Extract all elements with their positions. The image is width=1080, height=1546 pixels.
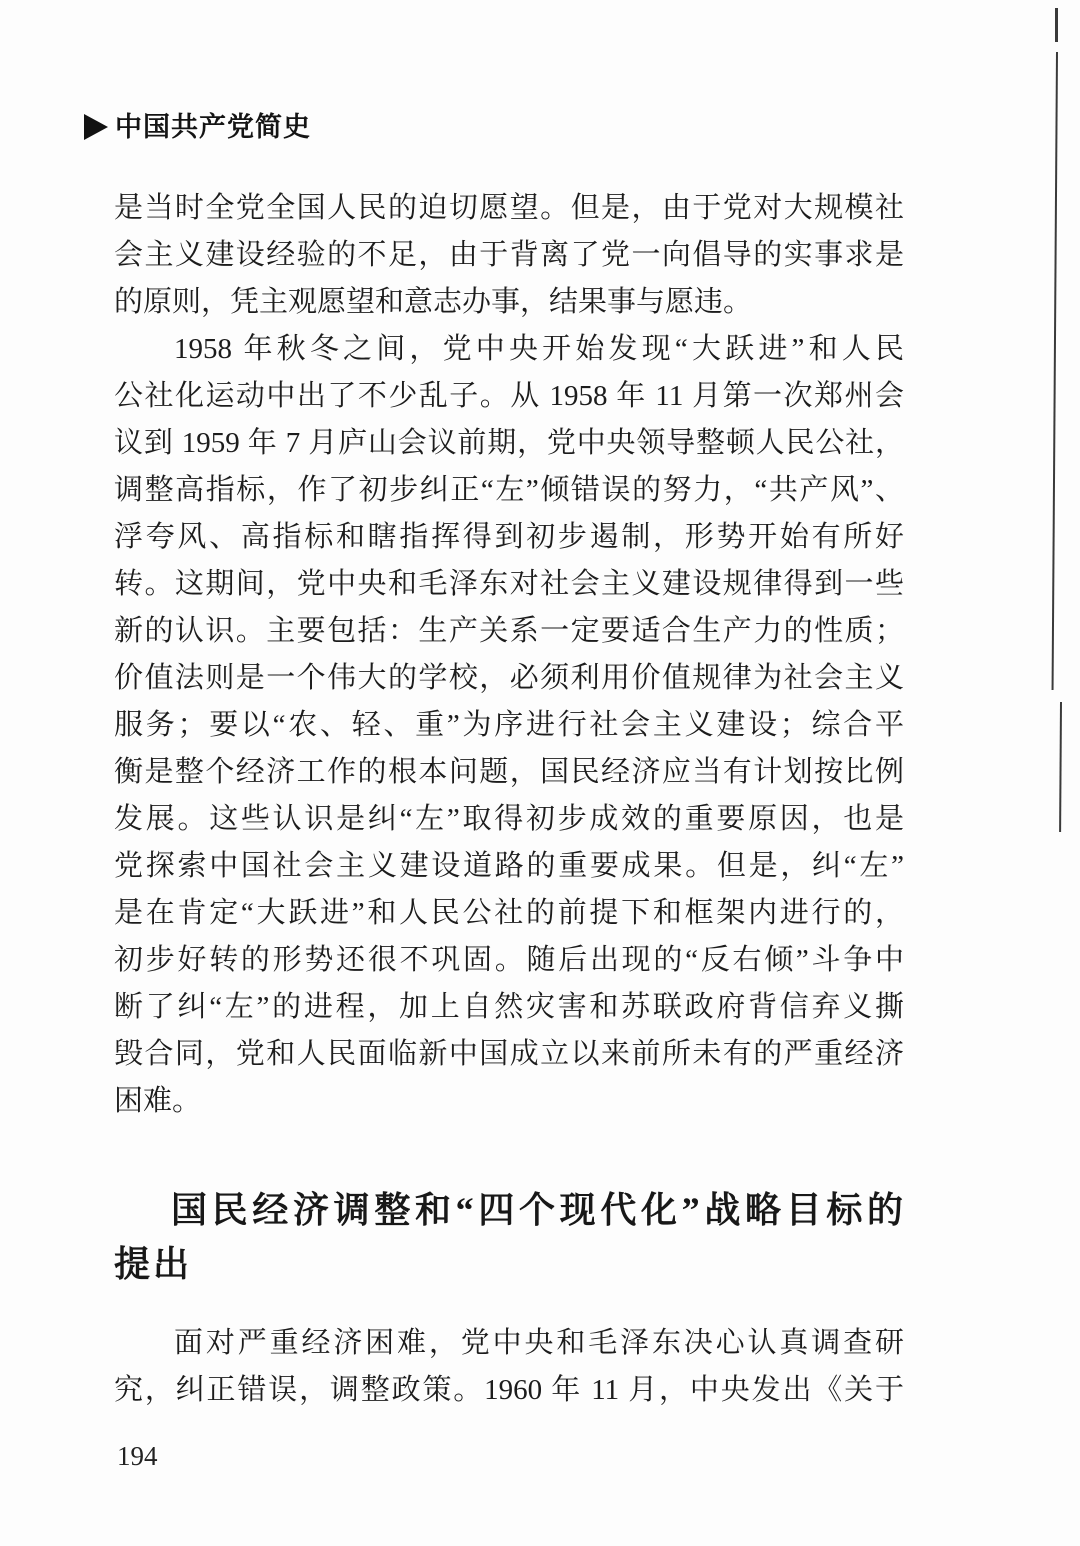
text-line: 面对严重经济困难，党中央和毛泽东决心认真调查研 bbox=[174, 1327, 904, 1359]
text-line: 1958 年秋冬之间，党中央开始发现“大跃进”和人民 bbox=[174, 333, 904, 365]
text-line: 断了纠“左”的进程，加上自然灾害和苏联政府背信弃义撕 bbox=[114, 991, 904, 1023]
scan-artifact-line bbox=[1059, 702, 1062, 832]
text-line: 公社化运动中出了不少乱子。从 1958 年 11 月第一次郑州会 bbox=[114, 380, 904, 412]
text-line: 浮夸风、高指标和瞎指挥得到初步遏制，形势开始有所好 bbox=[114, 521, 904, 553]
text-line: 毁合同，党和人民面临新中国成立以来前所未有的严重经济 bbox=[114, 1038, 904, 1070]
text-line: 究，纠正错误，调整政策。1960 年 11 月，中央发出《关于 bbox=[114, 1374, 904, 1406]
text-line: 初步好转的形势还很不巩固。随后出现的“反右倾”斗争中 bbox=[114, 944, 904, 976]
text-line: 会主义建设经验的不足，由于背离了党一向倡导的实事求是 bbox=[114, 239, 904, 271]
text-line: 议到 1959 年 7 月庐山会议前期，党中央领导整顿人民公社， bbox=[114, 427, 904, 459]
section-heading-line: 提出 bbox=[114, 1244, 193, 1284]
header-arrow-icon bbox=[84, 114, 108, 140]
text-line: 调整高指标，作了初步纠正“左”倾错误的努力，“共产风”、 bbox=[114, 474, 904, 506]
header-title: 中国共产党简史 bbox=[115, 112, 311, 142]
text-line: 困难。 bbox=[114, 1085, 202, 1117]
paragraph-after-heading bbox=[114, 1320, 904, 1414]
text-line: 新的认识。主要包括：生产关系一定要适合生产力的性质； bbox=[114, 615, 904, 647]
text-line: 是当时全党全国人民的迫切愿望。但是，由于党对大规模社 bbox=[114, 192, 904, 224]
running-header bbox=[84, 112, 311, 142]
text-line: 服务；要以“农、轻、重”为序进行社会主义建设；综合平 bbox=[114, 709, 904, 741]
text-line: 党探索中国社会主义建设道路的重要成果。但是，纠“左” bbox=[114, 850, 904, 882]
section-heading bbox=[114, 1183, 906, 1291]
scan-artifact-line bbox=[1055, 8, 1058, 42]
scan-artifact-line bbox=[1052, 52, 1058, 690]
page-number: 194 bbox=[117, 1441, 158, 1471]
text-line: 衡是整个经济工作的根本问题，国民经济应当有计划按比例 bbox=[114, 756, 904, 788]
text-line: 是在肯定“大跃进”和人民公社的前提下和框架内进行的， bbox=[114, 897, 904, 929]
main-text-block bbox=[114, 185, 904, 1125]
text-line: 发展。这些认识是纠“左”取得初步成效的重要原因，也是 bbox=[114, 803, 904, 835]
text-line: 价值法则是一个伟大的学校，必须利用价值规律为社会主义 bbox=[114, 662, 904, 694]
section-heading-line: 国民经济调整和“四个现代化”战略目标的 bbox=[171, 1190, 906, 1230]
text-line: 转。这期间，党中央和毛泽东对社会主义建设规律得到一些 bbox=[114, 568, 904, 600]
text-line: 的原则，凭主观愿望和意志办事，结果事与愿违。 bbox=[114, 286, 753, 318]
